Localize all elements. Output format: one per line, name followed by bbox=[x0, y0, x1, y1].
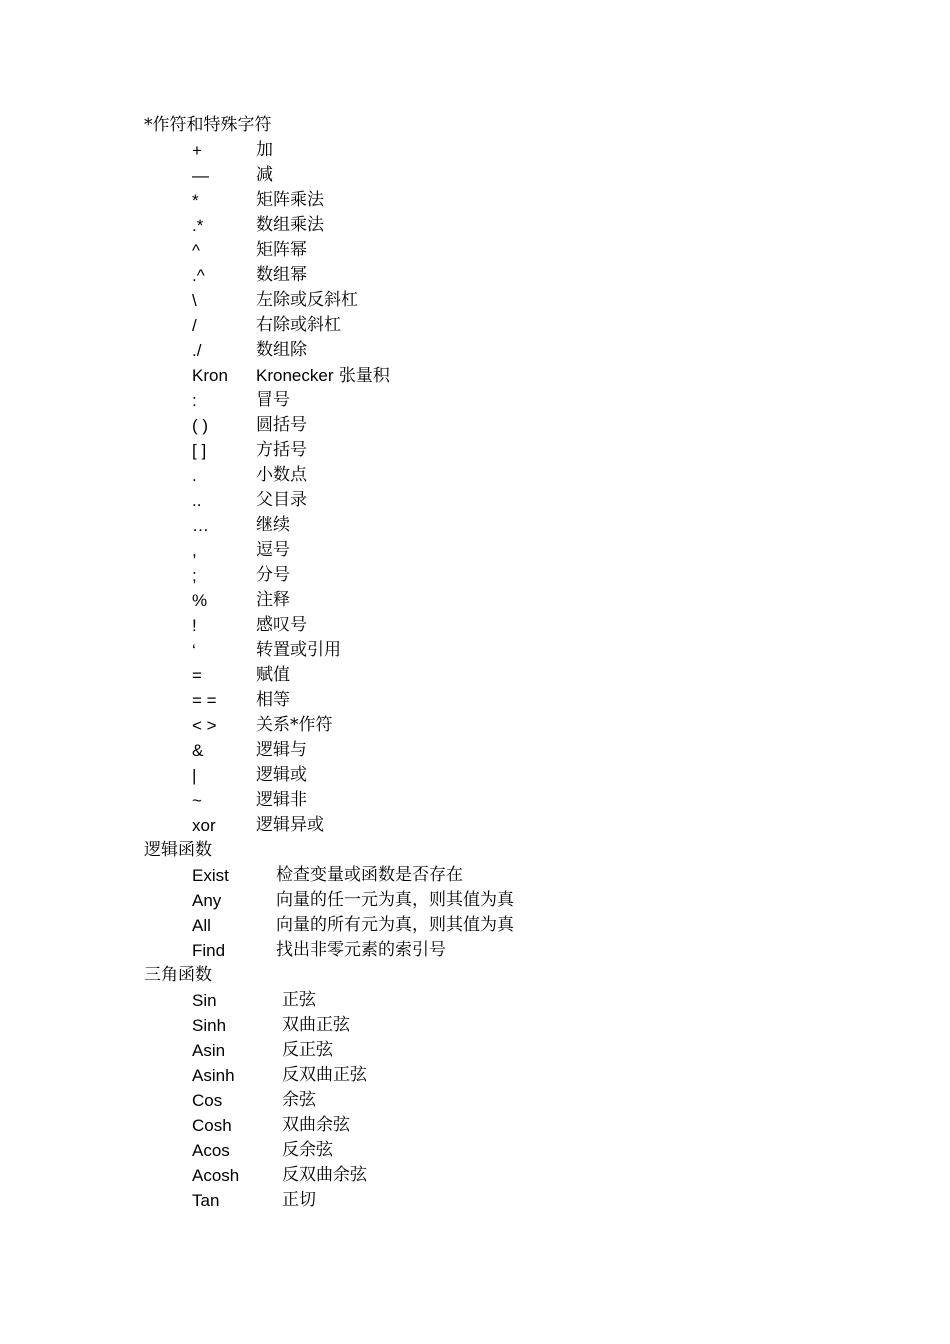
list-item bbox=[144, 438, 844, 463]
description-text: 父目录 bbox=[256, 490, 307, 510]
list-item bbox=[144, 863, 844, 888]
description-text: 逻辑与 bbox=[256, 740, 307, 760]
symbol-label: ; bbox=[192, 566, 197, 585]
symbol-label: . bbox=[192, 466, 197, 485]
symbol-label: Acos bbox=[192, 1141, 230, 1160]
symbol-label: , bbox=[192, 541, 197, 560]
symbol-label: * bbox=[192, 191, 199, 210]
description-label bbox=[256, 513, 290, 538]
list-item bbox=[144, 1038, 844, 1063]
description-label bbox=[282, 1138, 333, 1163]
symbol-label: ( ) bbox=[192, 416, 209, 435]
description-text: 张量积 bbox=[333, 366, 390, 386]
description-label bbox=[256, 363, 390, 389]
list-item bbox=[144, 1163, 844, 1188]
description-label bbox=[256, 788, 307, 813]
list-item bbox=[144, 588, 844, 613]
description-text: 向量的所有元为真，则其值为真 bbox=[276, 915, 514, 935]
symbol-label: ./ bbox=[192, 341, 202, 360]
description-text: 反双曲余弦 bbox=[282, 1165, 367, 1185]
symbol-label: \ bbox=[192, 291, 197, 310]
description-text: 逗号 bbox=[256, 540, 290, 560]
symbol-label: All bbox=[192, 916, 211, 935]
description-text: 矩阵乘法 bbox=[256, 190, 324, 210]
list-item bbox=[144, 938, 844, 963]
symbol-label: Asinh bbox=[192, 1066, 235, 1085]
description-text: 分号 bbox=[256, 565, 290, 585]
description-label bbox=[276, 938, 446, 963]
list-item bbox=[144, 688, 844, 713]
symbol-label: ^ bbox=[192, 241, 200, 260]
description-label bbox=[256, 763, 307, 788]
symbol-label: Cosh bbox=[192, 1116, 232, 1135]
description-label bbox=[256, 188, 324, 213]
description-label bbox=[282, 1088, 316, 1113]
description-text: 赋值 bbox=[256, 665, 290, 685]
description-text: 冒号 bbox=[256, 390, 290, 410]
description-text: 方括号 bbox=[256, 440, 307, 460]
list-item bbox=[144, 613, 844, 638]
trig-functions-section bbox=[144, 963, 844, 1213]
description-text: 转置或引用 bbox=[256, 640, 341, 660]
symbol-label: .. bbox=[192, 491, 202, 510]
description-text: 关系*作符 bbox=[256, 715, 333, 735]
description-label bbox=[256, 138, 273, 163]
description-text: 感叹号 bbox=[256, 615, 307, 635]
symbol-label: Exist bbox=[192, 866, 229, 885]
description-text: 反双曲正弦 bbox=[282, 1065, 367, 1085]
description-label bbox=[282, 1063, 367, 1088]
symbol-label: | bbox=[192, 766, 197, 785]
list-item bbox=[144, 463, 844, 488]
description-text: 反余弦 bbox=[282, 1140, 333, 1160]
description-label bbox=[276, 888, 514, 913]
description-label bbox=[256, 688, 290, 713]
list-item bbox=[144, 238, 844, 263]
symbol-label: = = bbox=[192, 691, 217, 710]
description-label bbox=[256, 488, 307, 513]
symbol-label: Acosh bbox=[192, 1166, 240, 1185]
list-item bbox=[144, 713, 844, 738]
symbol-label: Cos bbox=[192, 1091, 223, 1110]
description-text: 找出非零元素的索引号 bbox=[276, 940, 446, 960]
description-text: 减 bbox=[256, 165, 273, 185]
symbol-label: Sin bbox=[192, 991, 217, 1010]
list-item bbox=[144, 1063, 844, 1088]
section-heading: 三角函数 bbox=[144, 965, 212, 985]
description-label bbox=[276, 913, 514, 938]
symbol-label: Any bbox=[192, 891, 222, 910]
symbol-label: & bbox=[192, 741, 204, 760]
list-item bbox=[144, 313, 844, 338]
list-item bbox=[144, 213, 844, 238]
symbol-label: ‘ bbox=[192, 641, 196, 660]
symbol-label: Kron bbox=[192, 366, 228, 385]
list-item bbox=[144, 1113, 844, 1138]
document-content bbox=[144, 113, 844, 1213]
description-label bbox=[256, 413, 307, 438]
description-text: 数组幂 bbox=[256, 265, 307, 285]
symbol-label: Asin bbox=[192, 1041, 226, 1060]
description-label bbox=[282, 1013, 350, 1038]
description-label bbox=[256, 713, 333, 738]
description-label bbox=[256, 463, 307, 488]
description-text: 正弦 bbox=[282, 990, 316, 1010]
description-label bbox=[256, 213, 324, 238]
description-label bbox=[256, 613, 307, 638]
symbol-label: ! bbox=[192, 616, 197, 635]
description-label bbox=[282, 1163, 367, 1188]
list-item bbox=[144, 638, 844, 663]
list-item bbox=[144, 163, 844, 188]
list-item bbox=[144, 338, 844, 363]
description-text: 注释 bbox=[256, 590, 290, 610]
description-label bbox=[282, 1188, 316, 1213]
description-text: 加 bbox=[256, 140, 273, 160]
symbol-label: % bbox=[192, 591, 208, 610]
description-text: 小数点 bbox=[256, 465, 307, 485]
description-label bbox=[256, 563, 290, 588]
list-item bbox=[144, 813, 844, 838]
description-label bbox=[256, 388, 290, 413]
list-item bbox=[144, 1188, 844, 1213]
symbol-label: … bbox=[192, 516, 209, 535]
description-text: 逻辑非 bbox=[256, 790, 307, 810]
description-text: 相等 bbox=[256, 690, 290, 710]
list-item bbox=[144, 188, 844, 213]
description-label bbox=[256, 738, 307, 763]
description-label bbox=[282, 1113, 350, 1138]
list-item bbox=[144, 888, 844, 913]
description-text: 双曲正弦 bbox=[282, 1015, 350, 1035]
description-label bbox=[256, 438, 307, 463]
description-text: 数组乘法 bbox=[256, 215, 324, 235]
description-text: 逻辑或 bbox=[256, 765, 307, 785]
description-label bbox=[256, 163, 273, 188]
description-label bbox=[256, 263, 307, 288]
symbol-label: = bbox=[192, 666, 202, 685]
list-item bbox=[144, 413, 844, 438]
list-item bbox=[144, 913, 844, 938]
list-item bbox=[144, 563, 844, 588]
description-label bbox=[256, 313, 341, 338]
description-text: 右除或斜杠 bbox=[256, 315, 341, 335]
description-label bbox=[276, 863, 463, 888]
symbol-label: Find bbox=[192, 941, 226, 960]
list-item bbox=[144, 388, 844, 413]
list-item bbox=[144, 663, 844, 688]
description-label bbox=[256, 238, 307, 263]
description-label bbox=[256, 538, 290, 563]
list-item bbox=[144, 988, 844, 1013]
description-text: 矩阵幂 bbox=[256, 240, 307, 260]
symbol-label: / bbox=[192, 316, 197, 335]
section-heading: 逻辑函数 bbox=[144, 840, 212, 860]
description-label bbox=[282, 988, 316, 1013]
list-item bbox=[144, 1138, 844, 1163]
description-text: 向量的任一元为真，则其值为真 bbox=[276, 890, 514, 910]
list-item bbox=[144, 738, 844, 763]
section-heading: *作符和特殊字符 bbox=[144, 115, 272, 135]
description-text: 圆括号 bbox=[256, 415, 307, 435]
list-item bbox=[144, 488, 844, 513]
description-label bbox=[256, 813, 324, 838]
description-label bbox=[256, 288, 358, 313]
symbol-label: .^ bbox=[192, 266, 205, 285]
symbol-label: + bbox=[192, 141, 202, 160]
symbol-label: : bbox=[192, 391, 197, 410]
list-item bbox=[144, 1088, 844, 1113]
description-text: 检查变量或函数是否存在 bbox=[276, 865, 463, 885]
symbol-label: ~ bbox=[192, 791, 202, 810]
description-label bbox=[256, 638, 341, 663]
description-text: 数组除 bbox=[256, 340, 307, 360]
description-label bbox=[256, 588, 290, 613]
description-text: 双曲余弦 bbox=[282, 1115, 350, 1135]
symbol-label: xor bbox=[192, 816, 216, 835]
list-item bbox=[144, 763, 844, 788]
description-label bbox=[256, 663, 290, 688]
symbol-label: .* bbox=[192, 216, 204, 235]
description-text: 余弦 bbox=[282, 1090, 316, 1110]
description-latin: Kronecker bbox=[256, 366, 334, 385]
list-item bbox=[144, 513, 844, 538]
description-text: 逻辑异或 bbox=[256, 815, 324, 835]
description-text: 左除或反斜杠 bbox=[256, 290, 358, 310]
symbol-label: — bbox=[192, 166, 209, 185]
list-item bbox=[144, 538, 844, 563]
description-text: 正切 bbox=[282, 1190, 316, 1210]
description-text: 继续 bbox=[256, 515, 290, 535]
symbol-label: Tan bbox=[192, 1191, 220, 1210]
description-text: 反正弦 bbox=[282, 1040, 333, 1060]
description-label bbox=[256, 338, 307, 363]
list-item bbox=[144, 363, 844, 388]
description-label bbox=[282, 1038, 333, 1063]
list-item bbox=[144, 138, 844, 163]
list-item bbox=[144, 788, 844, 813]
operators-section bbox=[144, 113, 844, 838]
list-item bbox=[144, 263, 844, 288]
symbol-label: < > bbox=[192, 716, 217, 735]
logic-functions-section bbox=[144, 838, 844, 963]
symbol-label: Sinh bbox=[192, 1016, 227, 1035]
list-item bbox=[144, 1013, 844, 1038]
symbol-label: [ ] bbox=[192, 441, 207, 460]
list-item bbox=[144, 288, 844, 313]
